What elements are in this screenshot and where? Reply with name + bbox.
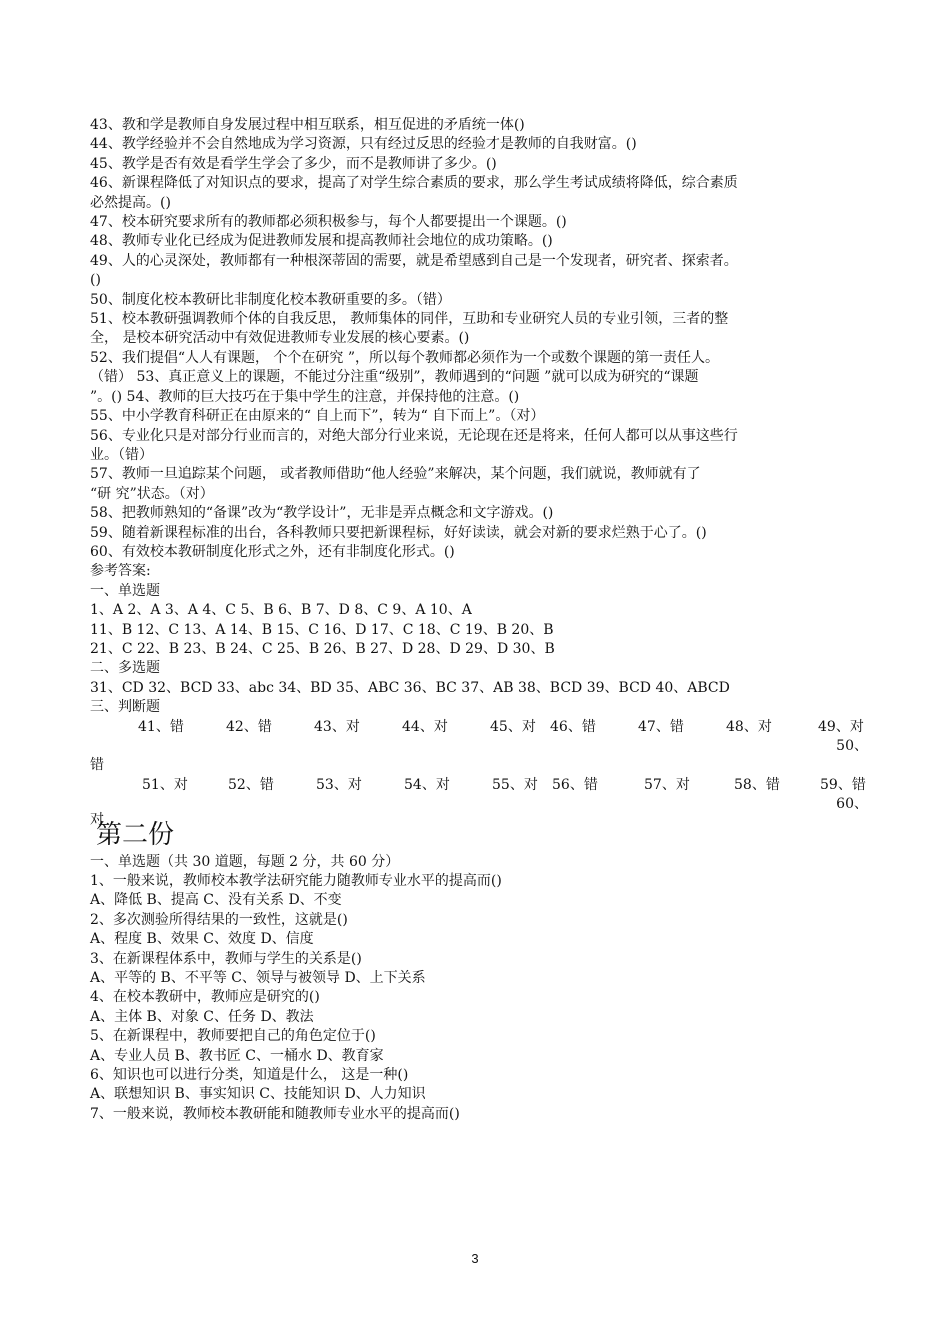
true-false-heading: 三、判断题 xyxy=(90,699,160,716)
true-false-answer: 51、对 xyxy=(142,776,188,793)
single-choice-heading: 一、单选题 xyxy=(90,582,160,599)
question-line: 48、教师专业化已经成为促进教师发展和提高教师社会地位的成功策略。() xyxy=(90,233,553,250)
true-false-answer: 59、错 xyxy=(820,776,866,793)
option-line: A、平等的 B、不平等 C、领导与被领导 D、上下关系 xyxy=(90,970,426,987)
true-false-answer: 54、对 xyxy=(404,776,450,793)
judgement-questions xyxy=(90,116,870,562)
question-line: ”。() 54、教师的巨大技巧在于集中学生的注意，并保持他的注意。() xyxy=(90,388,520,405)
question-line: () xyxy=(90,272,101,289)
question-line: 52、我们提倡“人人有课题， 个个在研究 ”，所以每个教师都必须作为一个或数个课题的第一责任人。 xyxy=(90,349,720,366)
true-false-wrap: 对 xyxy=(90,811,104,828)
true-false-answer: 57、对 xyxy=(644,776,690,793)
answer-line: 31、CD 32、BCD 33、abc 34、BD 35、ABC 36、BC 37、AB 38、BCD 39、BCD 40、ABCD xyxy=(90,679,730,696)
answer-key-title: 参考答案: xyxy=(90,563,151,580)
question-line: 必然提高。() xyxy=(90,194,171,211)
true-false-answer: 55、对 xyxy=(492,776,538,793)
question-line: 5、在新课程中，教师要把自己的角色定位于() xyxy=(90,1028,376,1045)
question-line: 45、教学是否有效是看学生学会了多少，而不是教师讲了多少。() xyxy=(90,155,497,172)
question-line: 57、教师一旦追踪某个问题， 或者教师借助“他人经验”来解决，某个问题，我们就说，教师就有了 xyxy=(90,466,701,483)
question-line: 49、人的心灵深处，教师都有一种根深蒂固的需要，就是希望感到自己是一个发现者，研究者、探索者。 xyxy=(90,252,738,269)
part-two xyxy=(90,819,870,1125)
question-line: 60、有效校本教研制度化形式之外，还有非制度化形式。() xyxy=(90,543,455,560)
question-line: 1、一般来说，教师校本教学法研究能力随教师专业水平的提高而() xyxy=(90,873,502,889)
question-line: 6、知识也可以进行分类，知道是什么， 这是一种() xyxy=(90,1067,409,1084)
true-false-answer: 46、错 xyxy=(550,718,596,735)
question-line: 3、在新课程体系中，教师与学生的关系是() xyxy=(90,950,362,967)
page-number: 3 xyxy=(471,1251,479,1266)
true-false-answer: 49、对 xyxy=(818,718,864,735)
answer-line: 1、A 2、A 3、A 4、C 5、B 6、B 7、D 8、C 9、A 10、A xyxy=(90,602,472,619)
true-false-wrap: 错 xyxy=(90,757,104,774)
option-line: A、联想知识 B、事实知识 C、技能知识 D、人力知识 xyxy=(90,1086,426,1103)
option-line: A、专业人员 B、教书匠 C、一桶水 D、教育家 xyxy=(90,1047,384,1064)
question-line: 56、专业化只是对部分行业而言的，对绝大部分行业来说，无论现在还是将来，任何人都可以从事这些行 xyxy=(90,427,738,444)
question-line: 全， 是校本研究活动中有效促进教师专业发展的核心要素。() xyxy=(90,330,470,347)
answer-line: 21、C 22、B 23、B 24、C 25、B 26、B 27、D 28、D 29、D 30、B xyxy=(90,640,555,657)
true-false-answer: 53、对 xyxy=(316,776,362,793)
question-line: 47、校本研究要求所有的教师都必须积极参与，每个人都要提出一个课题。() xyxy=(90,214,567,231)
option-line: A、程度 B、效果 C、效度 D、信度 xyxy=(90,931,314,948)
true-false-answer: 52、错 xyxy=(228,776,274,793)
question-line: （错） 53、真正意义上的课题，不能过分注重“级别”，教师遇到的“问题 ”就可以成为研究的“课题 xyxy=(90,369,699,386)
true-false-answer: 42、错 xyxy=(226,718,272,735)
question-line: 业。（错） xyxy=(90,446,153,463)
question-line: 43、教和学是教师自身发展过程中相互联系，相互促进的矛盾统一体() xyxy=(90,117,525,133)
true-false-answer: 45、对 xyxy=(490,718,536,735)
question-line: 44、教学经验并不会自然地成为学习资源，只有经过反思的经验才是教师的自我财富。() xyxy=(90,136,637,153)
part-two-title: 第二份 xyxy=(96,819,175,850)
question-line: 7、一般来说，教师校本教研能和随教师专业水平的提高而() xyxy=(90,1105,460,1122)
true-false-answer: 56、错 xyxy=(552,776,598,793)
question-line: 55、中小学教育科研正在由原来的“ 自上而下”，转为“ 自下而上”。（对） xyxy=(90,408,545,425)
true-false-row xyxy=(90,718,870,737)
page-content xyxy=(90,116,870,1124)
true-false-answer: 58、错 xyxy=(734,776,780,793)
answer-key xyxy=(90,562,870,814)
option-line: A、主体 B、对象 C、任务 D、教法 xyxy=(90,1008,314,1025)
question-line: 4、在校本教研中，教师应是研究的() xyxy=(90,989,320,1006)
question-line: 58、把教师熟知的“备课”改为“教学设计”，无非是弄点概念和文字游戏。() xyxy=(90,505,554,522)
true-false-row xyxy=(90,776,870,795)
section-heading: 一、单选题（共 30 道题，每题 2 分，共 60 分） xyxy=(90,853,400,870)
option-line: A、降低 B、提高 C、没有关系 D、不变 xyxy=(90,892,342,909)
true-false-answer: 47、错 xyxy=(638,718,684,735)
answer-line: 11、B 12、C 13、A 14、B 15、C 16、D 17、C 18、C 19、B 20、B xyxy=(90,621,554,638)
true-false-answer: 41、错 xyxy=(138,718,184,735)
true-false-answer: 48、对 xyxy=(726,718,772,735)
question-line: 59、随着新课程标准的出台，各科教师只要把新课程标，好好读读，就会对新的要求烂熟于心了。() xyxy=(90,524,707,541)
question-line: “研 究”状态。（对） xyxy=(90,485,214,502)
multi-choice-heading: 二、多选题 xyxy=(90,660,160,677)
true-false-answer: 43、对 xyxy=(314,718,360,735)
question-line: 2、多次测验所得结果的一致性，这就是() xyxy=(90,911,348,928)
question-line: 51、校本教研强调教师个体的自我反思， 教师集体的同伴，互助和专业研究人员的专业引领，三者的整 xyxy=(90,311,729,328)
true-false-wrap: 60、 xyxy=(836,796,868,813)
true-false-wrap: 50、 xyxy=(836,737,868,754)
true-false-answer: 44、对 xyxy=(402,718,448,735)
question-line: 50、制度化校本教研比非制度化校本教研重要的多。（错） xyxy=(90,291,451,308)
question-line: 46、新课程降低了对知识点的要求，提高了对学生综合素质的要求，那么学生考试成绩将降低，综合素质 xyxy=(90,175,738,192)
